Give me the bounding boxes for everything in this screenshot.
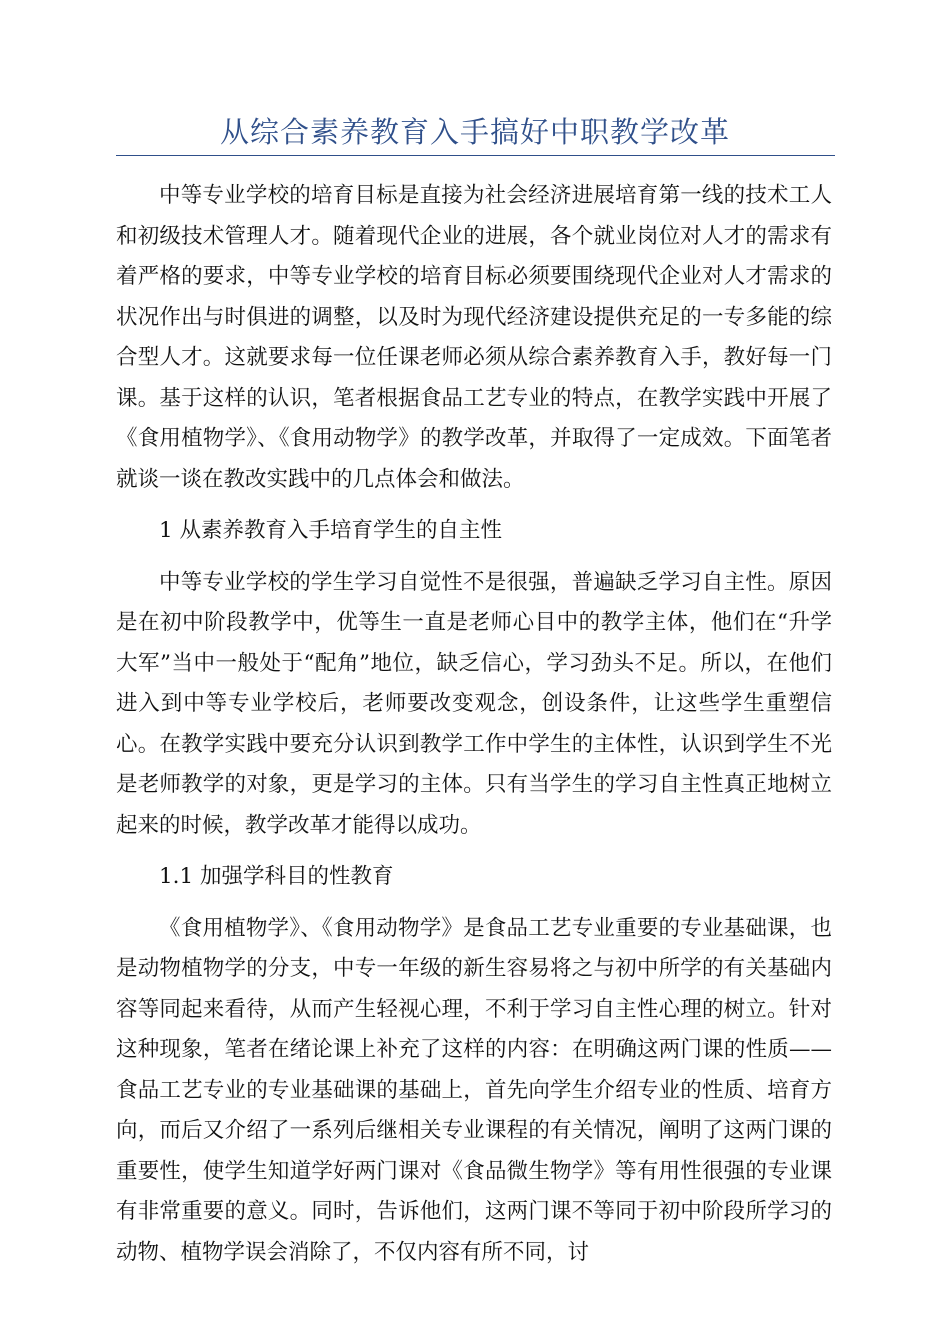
- paragraph-section-1-1: 《食用植物学》、《食用动物学》是食品工艺专业重要的专业基础课，也是动物植物学的分支，中专一年级的新生容易将之与初中所学的有关基础内容等同起来看待，从而产生轻视心理，不利于学习自主性心理的树立。针对这种现象，笔者在绪论课上补充了这样的内容：在明确这两门课的性质——食品工艺专业的专业基础课的基础上，首先向学生介绍专业的性质、培育方向，而后又介绍了一系列后继相关专业课程的有关情况，阐明了这两门课的重要性，使学生知道学好两门课对《食品微生物学》等有用性很强的专业课有非常重要的意义。同时，告诉他们，这两门课不等同于初中阶段所学习的动物、植物学误会消除了，不仅内容有所不同，讨: [116, 915, 832, 1265]
- section-heading-1-1: 1.1 加强学科目的性教育: [159, 864, 394, 889]
- paragraph-intro: 中等专业学校的培育目标是直接为社会经济进展培育第一线的技术工人和初级技术管理人才。随着现代企业的进展，各个就业岗位对人才的需求有着严格的要求，中等专业学校的培育目标必须要围绕现代企业对人才需求的状况作出与时俱进的调整，以及时为现代经济建设提供充足的一专多能的综合型人才。这就要求每一位任课老师必须从综合素养教育入手，教好每一门课。基于这样的认识，笔者根据食品工艺专业的特点，在教学实践中开展了《食用植物学》、《食用动物学》的教学改革，并取得了一定成效。下面笔者就谈一谈在教改实践中的几点体会和做法。: [116, 183, 832, 492]
- document-body: [116, 176, 832, 1284]
- section-heading-1: 1 从素养教育入手培育学生的自主性: [159, 518, 503, 543]
- document-title: 从综合素养教育入手搞好中职教学改革: [219, 115, 730, 149]
- title-underline: [116, 155, 835, 156]
- paragraph-section-1: 中等专业学校的学生学习自觉性不是很强，普遍缺乏学习自主性。原因是在初中阶段教学中，优等生一直是老师心目中的教学主体，他们在“升学大军”当中一般处于“配角”地位，缺乏信心，学习劲头不足。所以，在他们进入到中等专业学校后，老师要改变观念，创设条件，让这些学生重塑信心。在教学实践中要充分认识到教学工作中学生的主体性，认识到学生不光是老师教学的对象，更是学习的主体。只有当学生的学习自主性真正地树立起来的时候，教学改革才能得以成功。: [116, 569, 832, 838]
